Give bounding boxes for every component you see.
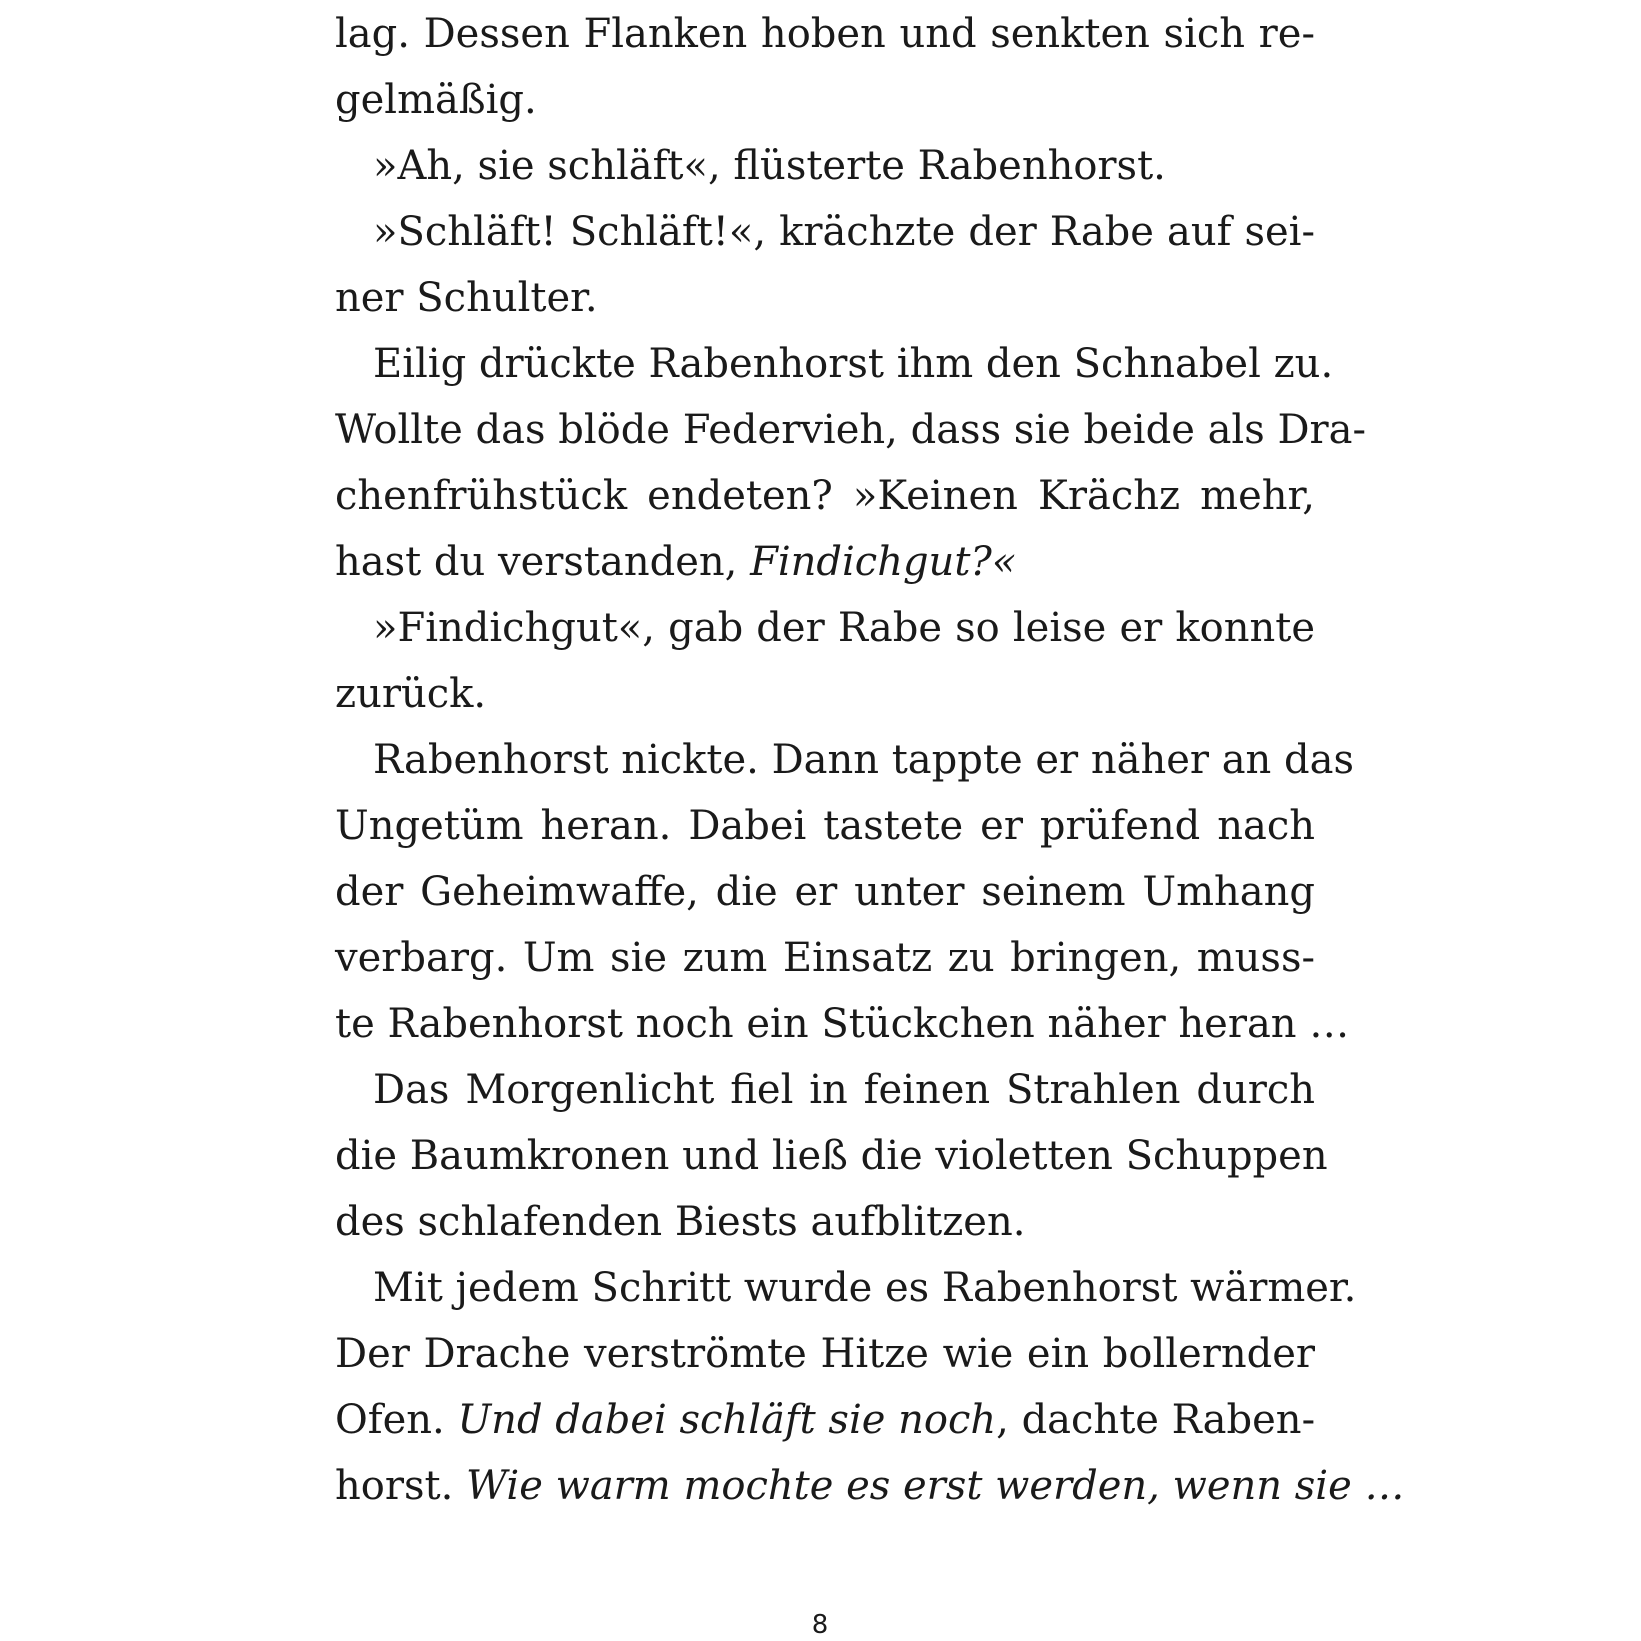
text-span: Ofen. bbox=[335, 1397, 458, 1443]
text-line: zurück. bbox=[335, 671, 487, 717]
text-line: Der Drache verströmte Hitze wie ein bollernder bbox=[335, 1331, 1315, 1377]
text-line: Ungetüm heran. Dabei tastete er prüfend nach bbox=[335, 803, 1315, 849]
text-line: Mit jedem Schritt wurde es Rabenhorst wärmer. bbox=[373, 1265, 1357, 1311]
text-line: verbarg. Um sie zum Einsatz zu bringen, muss- bbox=[335, 935, 1315, 981]
text-line: »Schläft! Schläft!«, krächzte der Rabe auf sei- bbox=[373, 209, 1315, 255]
text-line: der Geheimwaffe, die er unter seinem Umhang bbox=[335, 869, 1315, 915]
text-span: , dachte Raben- bbox=[996, 1397, 1316, 1443]
italic-text: Findichgut?« bbox=[750, 539, 1017, 585]
text-line: »Ah, sie schläft«, flüsterte Rabenhorst. bbox=[373, 143, 1166, 189]
text-line: Eilig drückte Rabenhorst ihm den Schnabel zu. bbox=[373, 341, 1334, 387]
text-line: die Baumkronen und ließ die violetten Schuppen bbox=[335, 1133, 1328, 1179]
text-line: lag. Dessen Flanken hoben und senkten sich re- bbox=[335, 11, 1315, 57]
text-line: chenfrühstück endeten? »Keinen Krächz mehr, bbox=[335, 473, 1315, 519]
text-line: te Rabenhorst noch ein Stückchen näher heran … bbox=[335, 1001, 1350, 1047]
text-span: hast du verstanden, bbox=[335, 539, 751, 585]
text-line: Wollte das blöde Federvieh, dass sie beide als Dra- bbox=[335, 407, 1367, 453]
text-line: ner Schulter. bbox=[335, 275, 598, 321]
text-span: horst. bbox=[335, 1463, 466, 1509]
text-line: Das Morgenlicht fiel in feinen Strahlen durch bbox=[373, 1067, 1315, 1113]
text-line: des schlafenden Biests aufblitzen. bbox=[335, 1199, 1026, 1245]
text-line: Rabenhorst nickte. Dann tappte er näher an das bbox=[373, 737, 1355, 783]
italic-text: Und dabei schläft sie noch bbox=[457, 1397, 997, 1443]
text-line bbox=[335, 528, 1315, 596]
text-line: gelmäßig. bbox=[335, 77, 537, 123]
text-line bbox=[335, 1452, 1405, 1520]
text-line bbox=[335, 1386, 1315, 1454]
italic-text: Wie warm mochte es erst werden, wenn sie … bbox=[466, 1463, 1405, 1509]
text-line: »Findichgut«, gab der Rabe so leise er konnte bbox=[373, 605, 1315, 651]
page-number: 8 bbox=[811, 1610, 829, 1640]
